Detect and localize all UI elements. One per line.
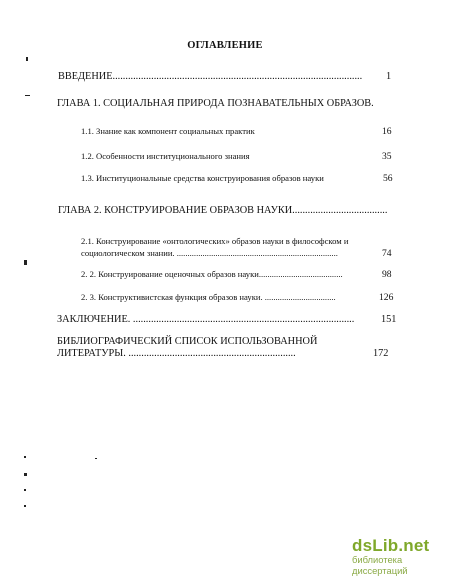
toc-entry-chapter-1: ГЛАВА 1. СОЦИАЛЬНАЯ ПРИРОДА ПОЗНАВАТЕЛЬНЫХ ОБРАЗОВ. bbox=[57, 98, 374, 109]
toc-entry-text: ВВЕДЕНИЕ................................................................................................. bbox=[58, 71, 363, 82]
toc-entry-chapter-2: ГЛАВА 2. КОНСТРУИРОВАНИЕ ОБРАЗОВ НАУКИ..................................... bbox=[58, 205, 388, 216]
toc-entry-section-2-1-line1: 2.1. Конструирование «онтологических» образов науки в философском и bbox=[81, 236, 349, 246]
toc-entry-conclusion: ЗАКЛЮЧЕНИЕ. ...................................................................................... bbox=[57, 314, 355, 325]
toc-entry-introduction bbox=[58, 71, 362, 82]
scan-speck bbox=[24, 456, 26, 458]
scan-speck bbox=[25, 95, 30, 96]
toc-page-number: 151 bbox=[381, 314, 397, 325]
toc-entry-section-2-1-line2: социологическом знании. ........................................................................... bbox=[81, 248, 338, 258]
toc-entry-bibliography-line2: ЛИТЕРАТУРЫ. ................................................................. bbox=[57, 348, 296, 359]
scan-speck bbox=[24, 260, 27, 265]
scan-speck bbox=[24, 489, 26, 491]
toc-page-number: 126 bbox=[379, 292, 394, 303]
toc-page-number: 56 bbox=[383, 173, 393, 184]
toc-entry-bibliography-line1: БИБЛИОГРАФИЧЕСКИЙ СПИСОК ИСПОЛЬЗОВАННОЙ bbox=[57, 336, 318, 347]
toc-entry-section-2-3: 2. 3. Конструктивистская функция образов науки. ................................. bbox=[81, 292, 336, 302]
dslib-tagline: библиотека диссертаций bbox=[352, 554, 408, 576]
scan-speck bbox=[26, 57, 28, 61]
toc-entry-section-1-1: 1.1. Знание как компонент социальных практик bbox=[81, 126, 255, 136]
toc-page-number: 98 bbox=[382, 269, 392, 280]
toc-page-number: 172 bbox=[373, 348, 389, 359]
dslib-watermark bbox=[352, 536, 444, 576]
dslib-logo-text: dsLib.net bbox=[352, 536, 430, 555]
toc-title: ОГЛАВЛЕНИЕ bbox=[187, 40, 263, 51]
toc-page-number: 16 bbox=[382, 126, 392, 137]
toc-entry-section-1-3: 1.3. Институциональные средства конструирования образов науки bbox=[81, 173, 324, 183]
toc-page-number: 35 bbox=[382, 151, 392, 162]
toc-entry-section-2-2: 2. 2. Конструирование оценочных образов науки....................................... bbox=[81, 269, 343, 279]
toc-page-number: 1 bbox=[386, 71, 392, 82]
scan-speck bbox=[95, 458, 97, 459]
toc-page-number: 74 bbox=[382, 248, 392, 259]
toc-entry-section-1-2: 1.2. Особенности институционального знания bbox=[81, 151, 250, 161]
scan-speck bbox=[24, 505, 26, 507]
scan-speck bbox=[24, 473, 27, 476]
